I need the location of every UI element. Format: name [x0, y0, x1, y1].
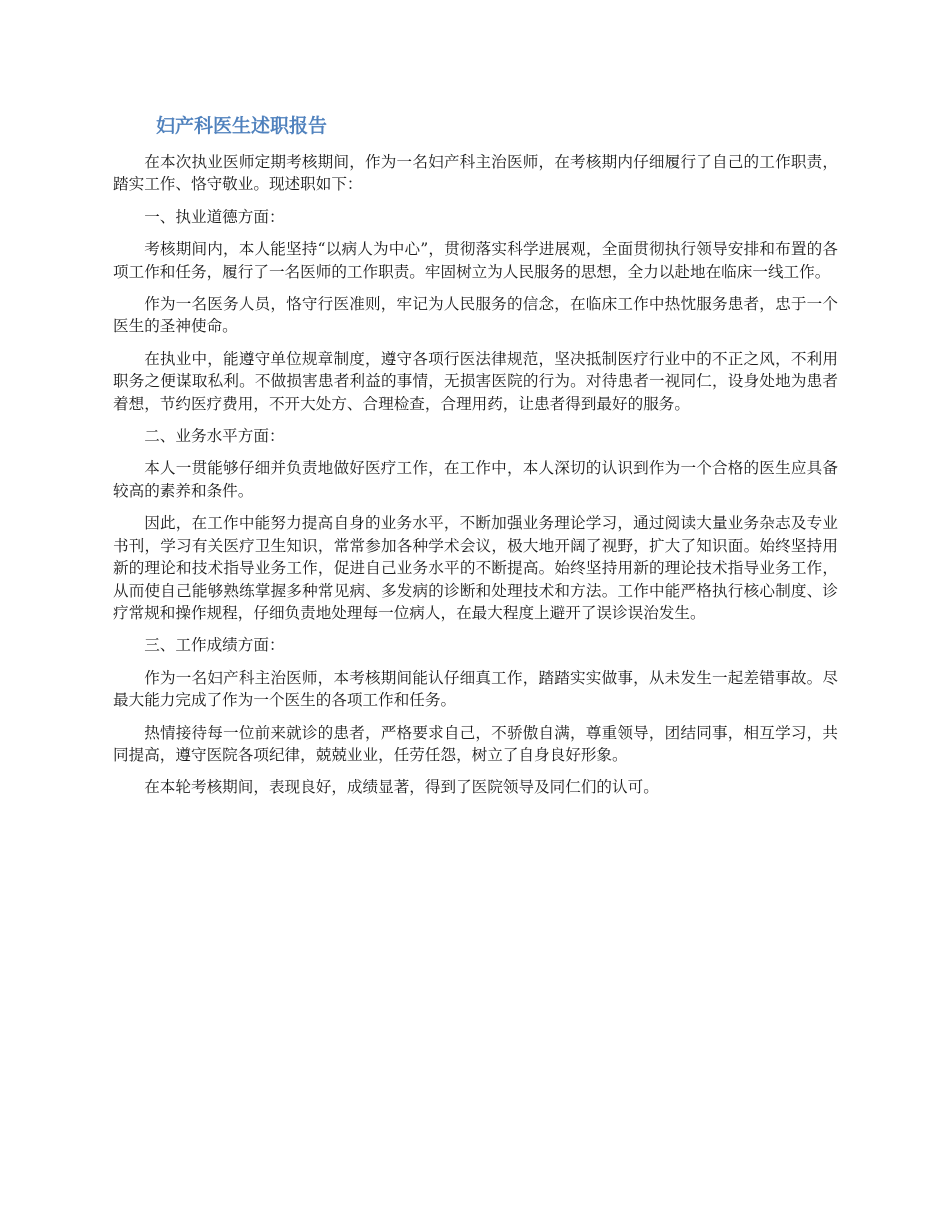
- section-heading-achievements: 三、工作成绩方面：: [144, 636, 285, 655]
- paragraph: 考核期间内，本人能坚持“以病人为中心”，贯彻落实科学进展观，全面贯彻执行领导安排和布置的各项工作和任务，履行了一名医师的工作职责。牢固树立为人民服务的思想，全力以赴地在临床一线工作。: [113, 240, 838, 281]
- document-body: [113, 151, 838, 809]
- paragraph: 因此，在工作中能努力提高自身的业务水平，不断加强业务理论学习，通过阅读大量业务杂志及专业书刊，学习有关医疗卫生知识，常常参加各种学术会议，极大地开阔了视野，扩大了知识面。始终坚持用新的理论和技术指导业务工作，促进自己业务水平的不断提高。始终坚持用新的理论技术指导业务工作，从而使自己能够熟练掌握多种常见病、多发病的诊断和处理技术和方法。工作中能严格执行核心制度、诊疗常规和操作规程，仔细负责地处理每一位病人，在最大程度上避开了误诊误治发生。: [113, 514, 838, 622]
- paragraph-closing: 在本轮考核期间，表现良好，成绩显著，得到了医院领导及同仁们的认可。: [144, 778, 659, 797]
- section-heading-skills: 二、业务水平方面：: [144, 427, 285, 446]
- paragraph: 作为一名医务人员，恪守行医准则，牢记为人民服务的信念，在临床工作中热忱服务患者，忠于一个医生的圣神使命。: [113, 295, 838, 336]
- document-title: 妇产科医生述职报告: [156, 115, 328, 137]
- paragraph-intro: 在本次执业医师定期考核期间，作为一名妇产科主治医师，在考核期内仔细履行了自己的工作职责，踏实工作、恪守敬业。现述职如下：: [113, 153, 838, 194]
- section-heading-ethics: 一、执业道德方面：: [144, 207, 285, 226]
- paragraph: 在执业中，能遵守单位规章制度，遵守各项行医法律规范，坚决抵制医疗行业中的不正之风，不利用职务之便谋取私利。不做损害患者利益的事情，无损害医院的行为。对待患者一视同仁，设身处地为患者着想，节约医疗费用，不开大处方、合理检查，合理用药，让患者得到最好的服务。: [113, 349, 838, 413]
- paragraph: 作为一名妇产科主治医师，本考核期间能认仔细真工作，踏踏实实做事，从未发生一起差错事故。尽最大能力完成了作为一个医生的各项工作和任务。: [113, 668, 838, 710]
- paragraph: 热情接待每一位前来就诊的患者，严格要求自己，不骄傲自满，尊重领导，团结同事，相互学习，共同提高，遵守医院各项纪律，兢兢业业，任劳任怨，树立了自身良好形象。: [113, 723, 838, 764]
- paragraph: 本人一贯能够仔细并负责地做好医疗工作，在工作中，本人深切的认识到作为一个合格的医生应具备较高的素养和条件。: [113, 459, 838, 500]
